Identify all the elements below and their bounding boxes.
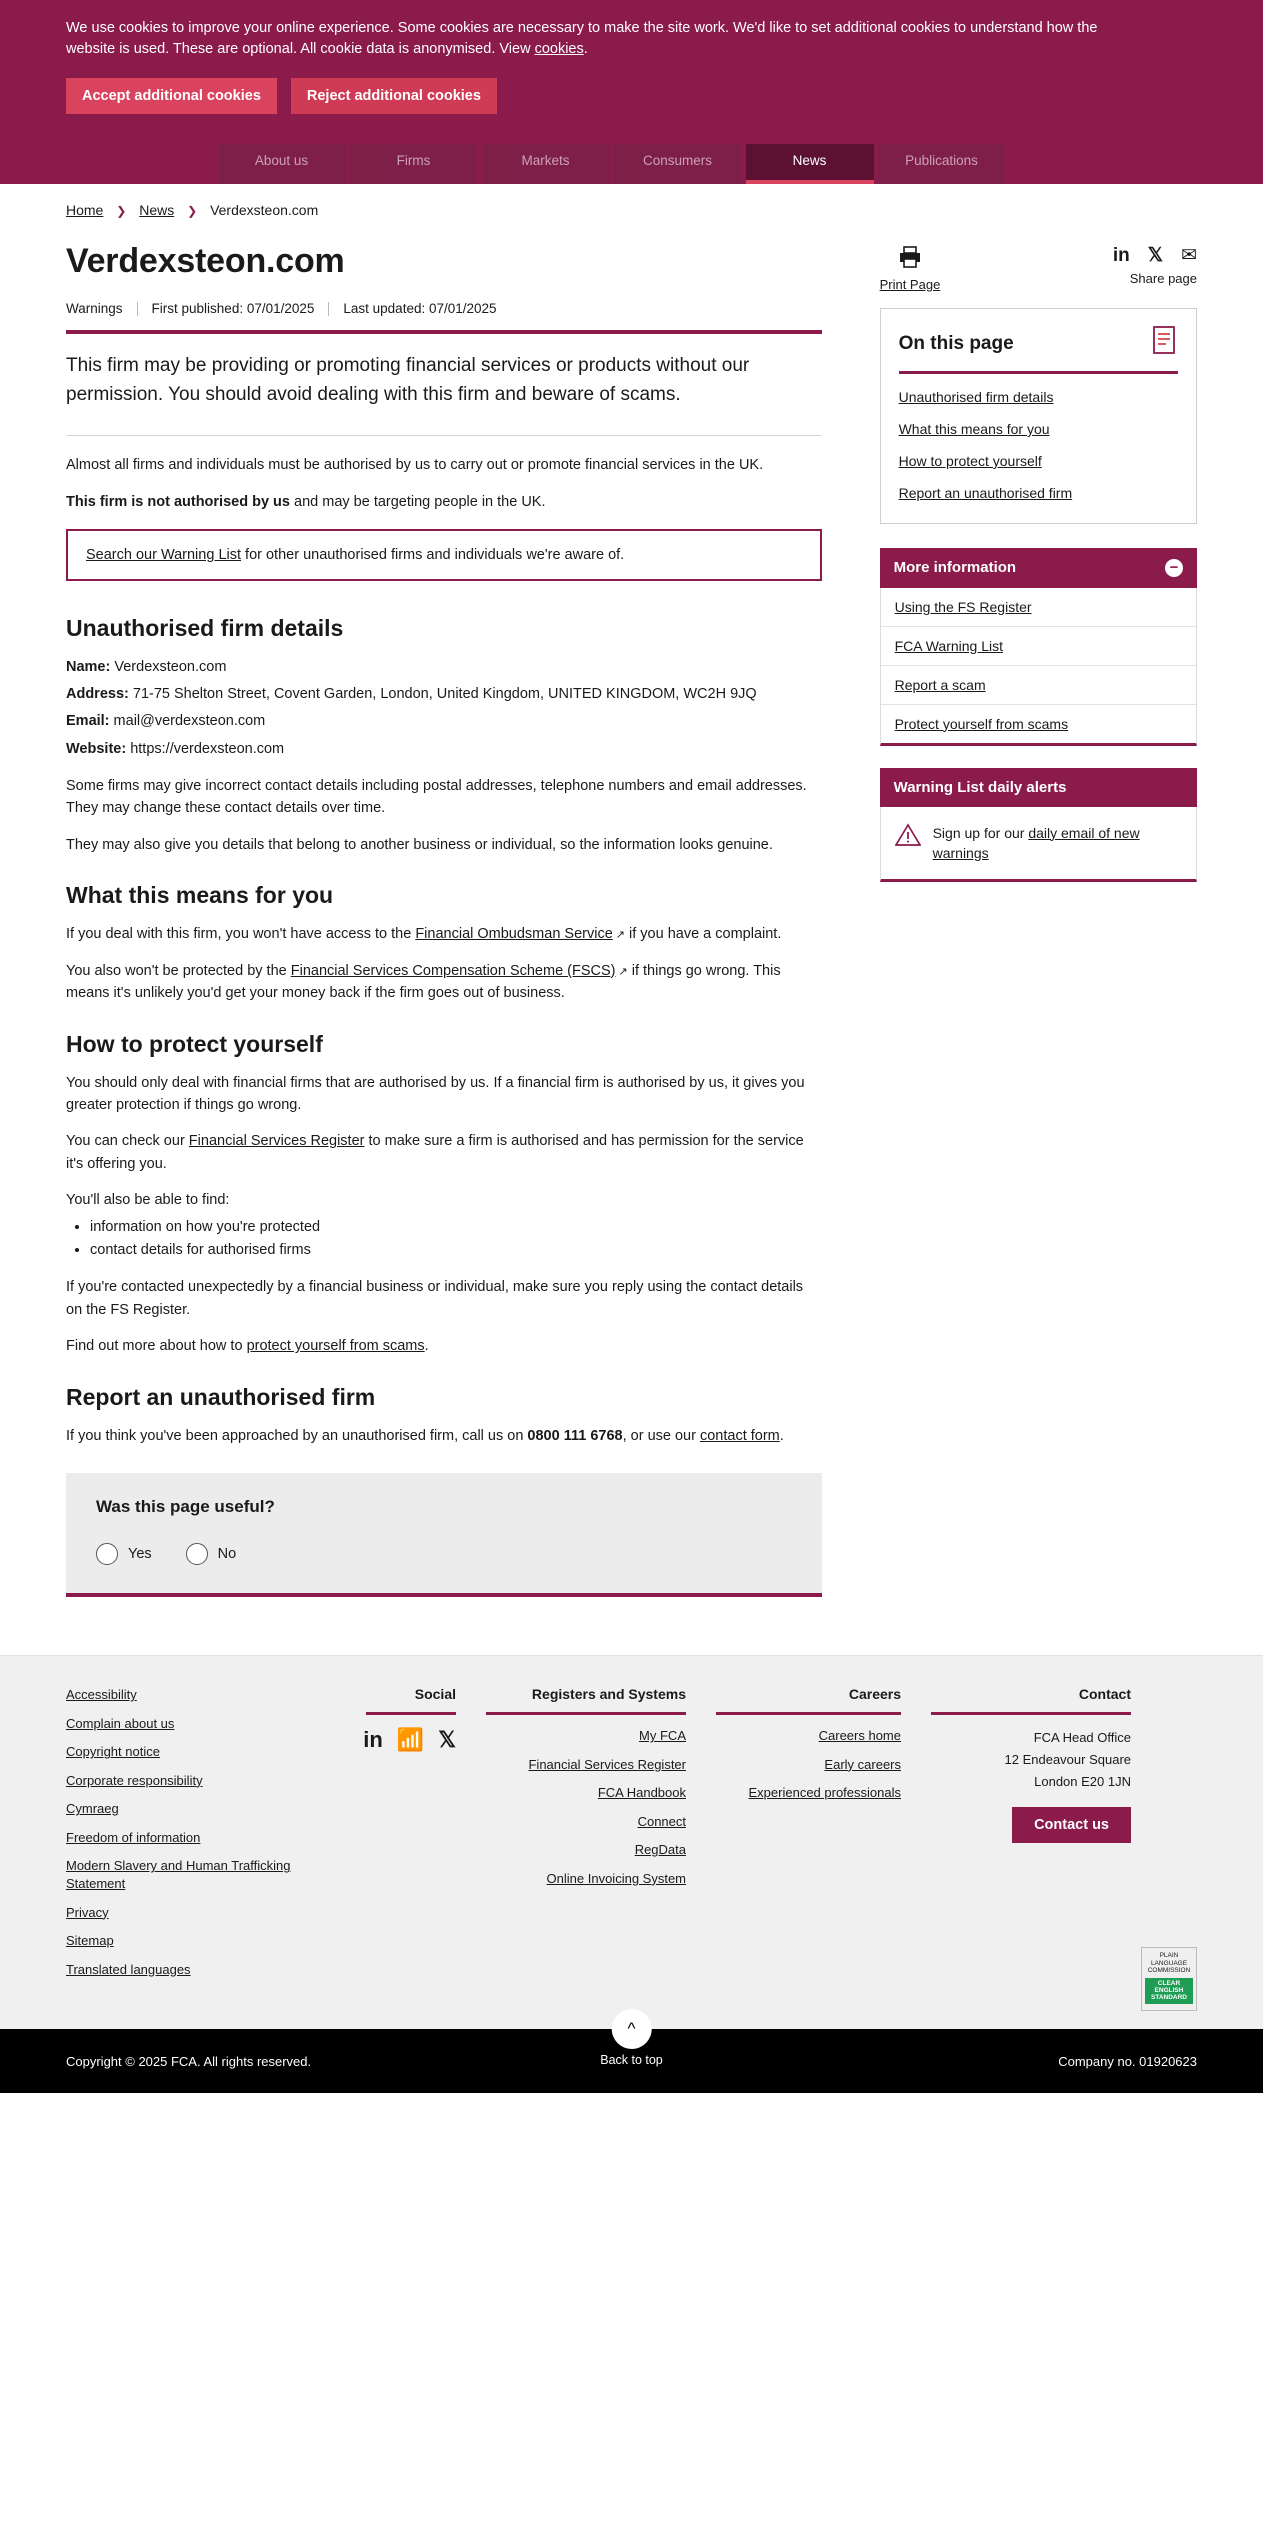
protect-paragraph-2 (66, 1130, 822, 1175)
footer-link-freedom-of-information[interactable]: Freedom of information (66, 1829, 201, 1845)
footer-social-rule (366, 1712, 456, 1715)
means-p1-post: if you have a complaint. (625, 926, 782, 943)
warning-list-alerts-panel (880, 768, 1197, 883)
means-paragraph-1 (66, 923, 822, 945)
callout-rest: for other unauthorised firms and individuals we're aware of. (241, 546, 625, 563)
detail-website-label: Website: (66, 740, 127, 757)
details-paragraph-2: They may also give you details that belong to another business or individual, so the information looks genuine. (66, 836, 773, 853)
more-info-link-using-fs-register[interactable]: Using the FS Register (881, 588, 1196, 627)
share-page-group (1113, 246, 1197, 286)
breadcrumb-current: Verdexsteon.com (210, 202, 319, 219)
detail-address (66, 683, 822, 706)
contact-form-link[interactable]: contact form (699, 1427, 780, 1444)
back-to-top-label: Back to top (600, 2053, 663, 2068)
footer-link-connect[interactable]: Connect (637, 1813, 686, 1829)
footer-column-general (66, 1686, 306, 1989)
on-this-page-link-1[interactable]: Unauthorised firm details (898, 389, 1054, 406)
badge-green-block (1145, 1978, 1193, 2004)
protect-paragraph-4: If you're contacted unexpectedly by a financial business or individual, make sure you reply using the contact details on the FS Register. (66, 1279, 804, 1318)
footer-link-financial-services-register[interactable]: Financial Services Register (528, 1756, 686, 1772)
detail-address-label: Address: (66, 686, 129, 703)
page-feedback-box (66, 1473, 822, 1597)
on-this-page-link-2[interactable]: What this means for you (898, 420, 1050, 437)
meta-divider-2 (328, 302, 329, 316)
report-phone-number: 0800 111 6768 (527, 1427, 623, 1444)
footer-contact-title: Contact (1078, 1686, 1131, 1703)
financial-ombudsman-link[interactable]: Financial Ombudsman Service (415, 926, 613, 943)
alerts-text-pre: Sign up for our (932, 824, 1029, 841)
site-footer (0, 1655, 1263, 2029)
footer-careers-rule (716, 1712, 901, 1715)
means-p2-pre: You also won't be protected by the (66, 962, 291, 979)
external-link-icon-2: ↗ (618, 965, 628, 978)
nav-item-about-us[interactable]: About us (218, 144, 346, 184)
footer-social-icons (306, 1727, 456, 1753)
plain-language-commission-badge (1141, 1947, 1197, 2011)
main-content (0, 224, 1263, 1637)
meta-first-published: First published: 07/01/2025 (151, 301, 315, 317)
footer-column-careers (716, 1686, 931, 1989)
accept-cookies-button[interactable]: Accept additional cookies (66, 78, 277, 114)
more-information-list (880, 588, 1197, 746)
footer-link-online-invoicing-system[interactable]: Online Invoicing System (546, 1870, 686, 1886)
alerts-text (933, 823, 1182, 864)
copyright-text: Copyright © 2025 FCA. All rights reserved. (66, 2053, 312, 2069)
breadcrumb-home[interactable]: Home (66, 202, 104, 219)
breadcrumb-separator-icon-2: ❯ (187, 204, 198, 219)
warning-list-callout (66, 529, 822, 581)
page-title: Verdexsteon.com (66, 242, 345, 281)
footer-address-line-3: London E20 1JN (1034, 1774, 1131, 1790)
more-information-title: More information (893, 559, 1017, 577)
badge-green-3: STANDARD (1151, 1994, 1187, 2002)
not-authorised-bold: This firm is not authorised by us (66, 493, 290, 510)
printer-icon (880, 246, 941, 271)
footer-link-early-careers[interactable]: Early careers (824, 1756, 901, 1772)
footer-link-my-fca[interactable]: My FCA (639, 1728, 686, 1744)
detail-name-value: Verdexsteon.com (114, 658, 227, 675)
badge-line-1: PLAIN (1159, 1952, 1179, 1960)
detail-name-label: Name: (66, 658, 111, 675)
cookie-banner-text (66, 18, 1116, 60)
external-link-icon: ↗ (615, 929, 625, 942)
intro-paragraph-2 (66, 491, 822, 513)
rss-icon[interactable]: 📶 (396, 1727, 425, 1753)
breadcrumb (0, 184, 1263, 224)
collapse-minus-icon[interactable]: − (1165, 559, 1183, 577)
footer-link-complain-about-us[interactable]: Complain about us (66, 1715, 175, 1731)
footer-link-careers-home[interactable]: Careers home (818, 1728, 901, 1744)
badge-line-2: LANGUAGE (1150, 1959, 1188, 1967)
footer-link-corporate-responsibility[interactable]: Corporate responsibility (66, 1772, 203, 1788)
alerts-body (880, 807, 1197, 883)
footer-careers-title: Careers (848, 1686, 901, 1703)
share-row (880, 224, 1197, 292)
on-this-page-link-3[interactable]: How to protect yourself (898, 452, 1042, 469)
protect-p2-post: to make sure a firm is authorised and has permission for the service it's offering you. (66, 1133, 804, 1172)
footer-contact-rule (931, 1712, 1131, 1715)
cookie-buttons (66, 78, 1197, 114)
more-info-link-protect-yourself[interactable]: Protect yourself from scams (894, 715, 1069, 732)
nav-item-news[interactable]: News (746, 144, 874, 184)
alerts-header: Warning List daily alerts (880, 768, 1197, 807)
print-page-label: Print Page (879, 277, 941, 293)
footer-link-copyright-notice[interactable]: Copyright notice (66, 1744, 160, 1760)
feedback-options (96, 1543, 792, 1565)
badge-green-2: ENGLISH (1154, 1987, 1184, 1995)
protect-paragraph-3: You'll also be able to find: (66, 1192, 230, 1209)
footer-link-regdata[interactable]: RegData (634, 1842, 686, 1858)
on-this-page-header (899, 325, 1178, 359)
daily-email-signup-link[interactable]: daily email of new warnings (932, 824, 1140, 861)
protect-p2-pre: You can check our (66, 1133, 189, 1150)
section-heading-details: Unauthorised firm details (66, 614, 344, 641)
cookie-banner (0, 0, 1263, 140)
list-item: • contact details for authorised firms (90, 1239, 822, 1262)
detail-name (66, 656, 822, 679)
means-p2-post: if things go wrong. This means it's unlikely you'd get your money back if the firm goes out of business. (66, 962, 781, 1002)
email-icon[interactable]: ✉ (1181, 245, 1197, 267)
title-rule (66, 330, 822, 334)
nav-tabs (218, 144, 1006, 184)
on-this-page-link-4[interactable]: Report an unauthorised firm (898, 484, 1073, 501)
company-number: Company no. 01920623 (1058, 2053, 1197, 2069)
sidebar-column (880, 224, 1197, 1637)
detail-address-value: 71-75 Shelton Street, Covent Garden, London, United Kingdom, UNITED KINGDOM, WC2H 9JQ (132, 686, 757, 703)
means-p1-pre: If you deal with this firm, you won't have access to the (66, 926, 416, 943)
document-icon (1152, 325, 1178, 359)
back-to-top-button[interactable] (600, 2009, 663, 2067)
linkedin-icon[interactable]: in (363, 1727, 383, 1753)
detail-website-value: https://verdexsteon.com (130, 740, 285, 757)
intro-paragraph-1: Almost all firms and individuals must be authorised by us to carry out or promote financial services in the UK. (66, 457, 764, 474)
on-this-page-rule (899, 371, 1178, 374)
not-authorised-rest: and may be targeting people in the UK. (289, 493, 546, 510)
meta-category: Warnings (66, 301, 123, 317)
nav-item-publications[interactable]: Publications (878, 144, 1006, 184)
feedback-question: Was this page useful? (96, 1497, 275, 1517)
detail-email (66, 710, 822, 733)
protect-yourself-from-scams-link[interactable]: protect yourself from scams (246, 1338, 425, 1355)
protect-p5-pre: Find out more about how to (66, 1338, 247, 1355)
search-warning-list-link[interactable]: Search our Warning List (86, 546, 242, 563)
bottom-bar (0, 2019, 1263, 2093)
footer-column-contact (931, 1686, 1131, 1989)
share-page-label: Share page (1129, 271, 1197, 287)
list-item: • information on how you're protected (90, 1216, 822, 1239)
breadcrumb-news[interactable]: News (139, 202, 175, 219)
feedback-yes-label[interactable]: Yes (128, 1546, 152, 1563)
x-twitter-icon[interactable]: 𝕏 (438, 1727, 456, 1753)
report-post: . (779, 1427, 784, 1444)
detail-website (66, 738, 822, 761)
footer-link-cymraeg[interactable]: Cymraeg (66, 1801, 119, 1817)
more-info-link-report-a-scam[interactable]: Report a scam (881, 666, 1196, 705)
footer-address-line-2: 12 Endeavour Square (1004, 1752, 1131, 1768)
footer-link-sitemap[interactable]: Sitemap (66, 1933, 114, 1949)
share-icons (1113, 246, 1197, 265)
footer-column-social (306, 1686, 486, 1989)
meta-divider-1 (137, 302, 138, 316)
footer-link-privacy[interactable]: Privacy (66, 1904, 109, 1920)
protect-p5-post: . (424, 1338, 429, 1355)
article-column (66, 224, 880, 1637)
footer-link-accessibility[interactable]: Accessibility (66, 1687, 137, 1703)
footer-address-line-1: FCA Head Office (1033, 1730, 1131, 1746)
detail-email-label: Email: (66, 713, 110, 730)
section-heading-protect: How to protect yourself (66, 1030, 323, 1057)
footer-social-title: Social (414, 1686, 456, 1703)
x-twitter-icon[interactable]: 𝕏 (1147, 245, 1164, 267)
print-page-button[interactable] (880, 246, 941, 292)
footer-link-fca-handbook[interactable]: FCA Handbook (597, 1785, 686, 1801)
footer-column-registers (486, 1686, 716, 1989)
warning-triangle-icon (895, 823, 921, 847)
more-information-panel (880, 548, 1197, 746)
protect-bullet-list (66, 1216, 822, 1262)
section-heading-report: Report an unauthorised firm (66, 1383, 376, 1410)
more-information-header[interactable] (880, 548, 1197, 588)
lead-divider (66, 435, 822, 436)
protect-paragraph-1: You should only deal with financial firms that are authorised by us. If a financial firm is authorised by us, it gives you greater protection if things go wrong. (66, 1074, 805, 1113)
footer-address (931, 1727, 1131, 1793)
report-mid: , or use our (622, 1427, 700, 1444)
details-paragraph-1: Some firms may give incorrect contact details including postal addresses, telephone numbers and email addresses. They may change these contact details over time. (66, 777, 807, 817)
on-this-page-box (880, 308, 1197, 524)
footer-link-experienced-professionals[interactable]: Experienced professionals (748, 1785, 901, 1801)
protect-paragraph-5 (66, 1335, 822, 1357)
feedback-yes-radio[interactable] (96, 1543, 118, 1565)
more-info-link-fca-warning-list[interactable]: FCA Warning List (881, 627, 1196, 666)
nav-item-consumers[interactable]: Consumers (614, 144, 742, 184)
linkedin-icon[interactable]: in (1112, 245, 1130, 267)
detail-email-value: mail@verdexsteon.com (113, 713, 266, 730)
footer-link-modern-slavery-statement[interactable]: Modern Slavery and Human Trafficking Statement (66, 1858, 291, 1891)
on-this-page-title: On this page (898, 333, 1014, 355)
badge-line-3: COMMISSION (1147, 1967, 1191, 1975)
means-paragraph-2 (66, 960, 822, 1005)
contact-us-button[interactable]: Contact us (1012, 1807, 1131, 1843)
report-pre: If you think you've been approached by an unauthorised firm, call us on (66, 1427, 528, 1444)
footer-registers-rule (486, 1712, 686, 1715)
badge-green-1: CLEAR (1157, 1979, 1181, 1987)
cookie-banner-copy: We use cookies to improve your online experience. Some cookies are necessary to make the site work. We'd like to set additional cookies to understand how the website is used. These are optional. All cookie data is anonymised. View (66, 20, 1098, 58)
reject-cookies-button[interactable]: Reject additional cookies (291, 78, 497, 114)
page-meta (66, 301, 822, 330)
main-navigation (0, 140, 1263, 184)
footer-registers-title: Registers and Systems (531, 1686, 686, 1703)
meta-last-updated: Last updated: 07/01/2025 (343, 301, 497, 317)
section-heading-means: What this means for you (66, 882, 334, 909)
nav-item-firms[interactable]: Firms (350, 144, 478, 184)
nav-item-markets[interactable]: Markets (482, 144, 610, 184)
feedback-no-radio[interactable] (186, 1543, 208, 1565)
chevron-up-icon: ^ (611, 2009, 651, 2049)
report-paragraph (66, 1425, 822, 1447)
feedback-no-label[interactable]: No (217, 1546, 237, 1563)
breadcrumb-separator-icon: ❯ (116, 204, 127, 219)
financial-services-register-link[interactable]: Financial Services Register (188, 1133, 365, 1150)
footer-link-translated-languages[interactable]: Translated languages (66, 1961, 191, 1977)
lead-paragraph: This firm may be providing or promoting financial services or products without our permission. You should avoid dealing with this firm and beware of scams. (66, 355, 750, 405)
cookie-period: . (583, 41, 588, 58)
cookies-link[interactable]: cookies (534, 41, 584, 58)
fscs-link[interactable]: Financial Services Compensation Scheme (FSCS) (290, 962, 616, 979)
